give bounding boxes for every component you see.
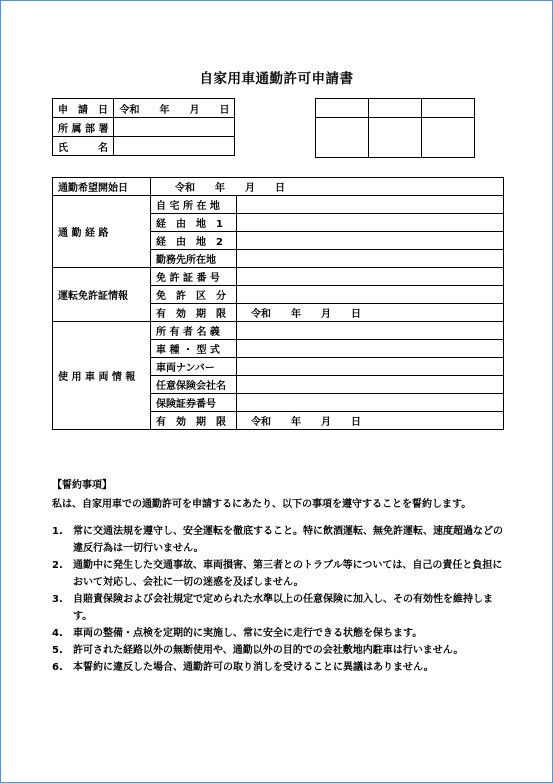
item-number: 4. [52,628,63,639]
department-label: 所 属 部 署 [53,118,114,137]
license-class-label: 免 許 区 分 [151,286,237,304]
license-expiry-field[interactable]: 令和 年 月 日 [237,304,504,322]
route-home-field[interactable] [237,196,504,214]
applicant-table [52,98,235,156]
department-field[interactable] [114,118,235,137]
vehicle-group-label: 使 用 車 両 情 報 [53,322,151,430]
item-text: 許可された経路以外の無断使用や、通勤以外の目的での会社敷地内駐車は行いません。 [73,645,464,656]
start-date-label: 通勤希望開始日 [53,178,151,196]
approval-stamp-table [315,98,475,158]
table-row [53,99,235,118]
vehicle-plate-field[interactable] [237,358,504,376]
pledge-list [52,523,504,676]
stamp-box[interactable] [316,118,369,158]
insurance-expiry-label: 有 効 期 限 [151,412,237,430]
route-office-label: 勤務先所在地 [151,250,237,268]
insurance-company-field[interactable] [237,376,504,394]
license-group-label: 運転免許証情報 [53,268,151,322]
route-via1-label: 経 由 地 1 [151,214,237,232]
page-title: 自家用車通勤許可申請書 [199,71,354,87]
route-group-label: 通 勤 経 路 [53,196,151,268]
route-home-label: 自 宅 所 在 地 [151,196,237,214]
vehicle-plate-label: 車両ナンバー [151,358,237,376]
route-via2-field[interactable] [237,232,504,250]
license-number-label: 免 許 証 番 号 [151,268,237,286]
table-row [53,137,235,156]
policy-number-field[interactable] [237,394,504,412]
table-row [53,118,235,137]
item-text: 常に交通法規を遵守し、安全運転を徹底すること。特に飲酒運転、無免許運転、速度超過などの違反行為は一切行いません。 [73,526,503,554]
stamp-header-cell [369,99,422,118]
start-date-field[interactable]: 令和 年 月 日 [151,178,504,196]
insurance-company-label: 任意保険会社名 [151,376,237,394]
route-via2-label: 経 由 地 2 [151,232,237,250]
list-item [52,625,504,642]
vehicle-owner-field[interactable] [237,322,504,340]
list-item [52,642,504,659]
item-text: 通勤中に発生した交通事故、車両損害、第三者とのトラブル等については、自己の責任と負担において対応し、会社に一切の迷惑を及ぼしません。 [73,560,503,588]
vehicle-model-field[interactable] [237,340,504,358]
policy-number-label: 保険証券番号 [151,394,237,412]
list-item [52,557,504,591]
license-expiry-label: 有 効 期 限 [151,304,237,322]
stamp-header-cell [316,99,369,118]
vehicle-owner-label: 所 有 者 名 義 [151,322,237,340]
item-number: 6. [52,662,63,673]
item-number: 3. [52,594,63,605]
apply-date-field[interactable]: 令和 年 月 日 [114,99,235,118]
name-field[interactable] [114,137,235,156]
list-item [52,523,504,557]
pledge-intro: 私は、自家用車での通勤許可を申請するにあたり、以下の事項を遵守することを誓約します。 [52,499,472,510]
route-via1-field[interactable] [237,214,504,232]
item-number: 5. [52,645,63,656]
vehicle-model-label: 車 種 ・ 型 式 [151,340,237,358]
application-details-table [52,177,504,430]
item-number: 2. [52,560,63,571]
table-row [53,322,504,340]
name-label: 氏 名 [53,137,114,156]
table-row [53,268,504,286]
item-number: 1. [52,526,63,537]
license-class-field[interactable] [237,286,504,304]
pledge-section [52,477,504,676]
stamp-box-row [316,118,475,158]
insurance-expiry-field[interactable]: 令和 年 月 日 [237,412,504,430]
route-office-field[interactable] [237,250,504,268]
license-number-field[interactable] [237,268,504,286]
list-item [52,659,504,676]
stamp-box[interactable] [369,118,422,158]
stamp-header-row [316,99,475,118]
apply-date-label: 申 請 日 [53,99,114,118]
stamp-header-cell [422,99,475,118]
table-row [53,178,504,196]
list-item [52,591,504,625]
pledge-heading: 【誓約事項】 [52,480,112,491]
stamp-box[interactable] [422,118,475,158]
item-text: 自賠責保険および会社規定で定められた水準以上の任意保険に加入し、その有効性を維持します。 [73,594,493,622]
table-row [53,196,504,214]
item-text: 車両の整備・点検を定期的に実施し、常に安全に走行できる状態を保ちます。 [73,628,423,639]
item-text: 本誓約に違反した場合、通勤許可の取り消しを受けることに異議はありません。 [73,662,434,673]
